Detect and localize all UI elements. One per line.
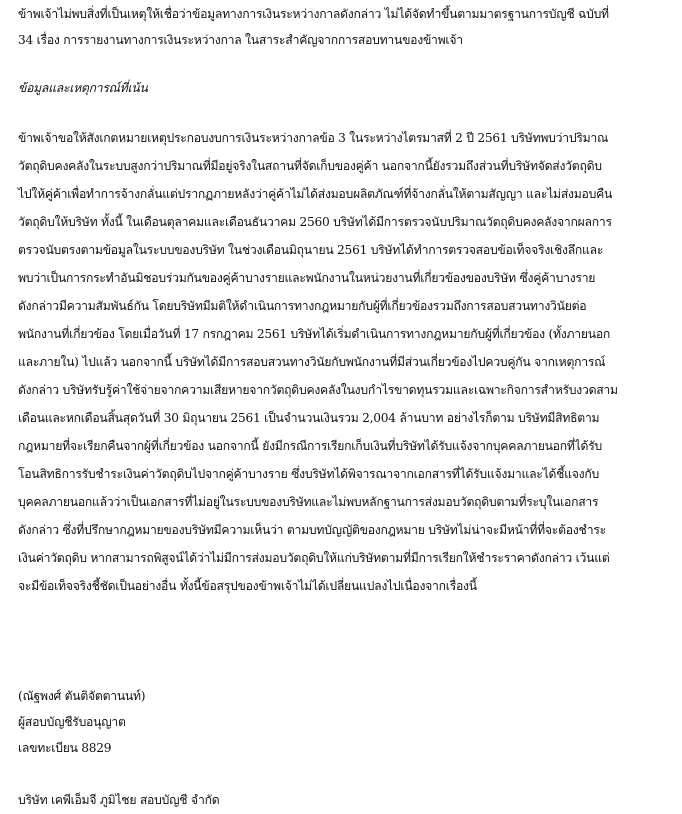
auditor-name: (ณัฐพงศ์ ตันติจัตตานนท์) — [18, 689, 146, 703]
registration-number: เลขทะเบียน 8829 — [18, 741, 112, 755]
paragraph-line: และภายใน) ไปแล้ว นอกจากนี้ บริษัทได้มีการสอบสวนทางวินัยกับพนักงานที่มีส่วนเกี่ยวข้องไปควบคู่กัน จากเหตุการณ์ — [18, 355, 606, 369]
paragraph-line: พบว่าเป็นการกระทำอันมิชอบร่วมกันของคู่ค้าบางรายและพนักงานในหน่วยงานที่เกี่ยวข้องของบริษัท ซึ่งคู่ค้าบางราย — [18, 271, 596, 285]
paragraph-line: กฎหมายที่จะเรียกคืนจากผู้ที่เกี่ยวข้อง นอกจากนี้ ยังมีกรณีการเรียกเก็บเงินที่บริษัทได้รับแจ้งจากบุคคลภายนอกที่ได้รับ — [18, 439, 602, 453]
paragraph-line: ดังกล่าว บริษัทรับรู้ค่าใช้จ่ายจากความเสียหายจากวัตถุดิบคงคลังในงบกำไรขาดทุนรวมและเฉพาะกิจการสำหรับงวดสาม — [18, 383, 618, 397]
firm-name: บริษัท เคพีเอ็มจี ภูมิไชย สอบบัญชี จำกัด — [18, 793, 220, 807]
auditor-title: ผู้สอบบัญชีรับอนุญาต — [18, 715, 126, 729]
paragraph-line: เดือนและหกเดือนสิ้นสุดวันที่ 30 มิถุนายน 2561 เป็นจำนวนเงินรวม 2,004 ล้านบาท อย่างไรก็ตาม บริษัทมีสิทธิตาม — [18, 411, 600, 425]
paragraph-line: วัตถุดิบคงคลังในระบบสูงกว่าปริมาณที่มีอยู่จริงในสถานที่จัดเก็บของคู่ค้า นอกจากนี้ยังรวมถึงส่วนที่บริษัทจัดส่งวัตถุดิบ — [18, 159, 602, 173]
paragraph-line: พนักงานที่เกี่ยวข้อง โดยเมื่อวันที่ 17 กรกฎาคม 2561 บริษัทได้เริ่มดำเนินการทางกฎหมายกับผู้ที่เกี่ยวข้อง (ทั้งภายนอก — [18, 327, 611, 341]
paragraph-line: ตรวจนับตรงตามข้อมูลในระบบของบริษัท ในช่วงเดือนมิถุนายน 2561 บริษัทได้ทำการตรวจสอบข้อเท็จจริงเชิงลึกและ — [18, 243, 604, 257]
paragraph-line: จะมีข้อเท็จจริงชี้ชัดเป็นอย่างอื่น ทั้งนี้ข้อสรุปของข้าพเจ้าไม่ได้เปลี่ยนแปลงไปเนื่องจากเรื่องนี้ — [18, 579, 477, 593]
paragraph-line: ข้าพเจ้าขอให้สังเกตหมายเหตุประกอบงบการเงินระหว่างกาลข้อ 3 ในระหว่างไตรมาสที่ 2 ปี 2561 บริษัทพบว่าปริมาณ — [18, 131, 609, 145]
paragraph-line: ไปให้คู่ค้าเพื่อทำการจ้างกลั่นแต่ปรากฏภายหลังว่าคู่ค้าไม่ได้ส่งมอบผลิตภัณฑ์ที่จ้างกลั่นให้ตามสัญญา และไม่ส่งมอบคืน — [18, 187, 613, 201]
intro-line-2: 34 เรื่อง การรายงานทางการเงินระหว่างกาล ในสาระสำคัญจากการสอบทานของข้าพเจ้า — [18, 33, 463, 47]
paragraph-line: ดังกล่าวมีความสัมพันธ์กัน โดยบริษัทมีมติให้ดำเนินการทางกฎหมายกับผู้ที่เกี่ยวข้องรวมถึงการสอบสวนทางวินัยต่อ — [18, 299, 587, 313]
emphasis-heading: ข้อมูลและเหตุการณ์ที่เน้น — [18, 81, 148, 95]
paragraph-line: โอนสิทธิการรับชำระเงินค่าวัตถุดิบไปจากคู่ค้าบางราย ซึ่งบริษัทได้พิจารณาจากเอกสารที่ได้รับแจ้งมาและได้ชี้แจงกับ — [18, 467, 599, 481]
intro-line-1: ข้าพเจ้าไม่พบสิ่งที่เป็นเหตุให้เชื่อว่าข้อมูลทางการเงินระหว่างกาลดังกล่าว ไม่ได้จัดทำขึ้นตามมาตรฐานการบัญชี ฉบับที่ — [18, 7, 609, 21]
paragraph-line: วัตถุดิบให้บริษัท ทั้งนี้ ในเดือนตุลาคมและเดือนธันวาคม 2560 บริษัทได้มีการตรวจนับปริมาณวัตถุดิบคงคลังจากผลการ — [18, 215, 612, 229]
paragraph-line: เงินค่าวัตถุดิบ หากสามารถพิสูจน์ได้ว่าไม่มีการส่งมอบวัตถุดิบให้แก่บริษัทตามที่มีการเรียกให้ชำระราคาดังกล่าว เว้นแต่ — [18, 551, 610, 565]
paragraph-line: บุคคลภายนอกแล้วว่าเป็นเอกสารที่ไม่อยู่ในระบบของบริษัทและไม่พบหลักฐานการส่งมอบวัตถุดิบตามที่ระบุในเอกสาร — [18, 495, 599, 509]
paragraph-line: ดังกล่าว ซึ่งที่ปรึกษากฎหมายของบริษัทมีความเห็นว่า ตามบทบัญญัติของกฎหมาย บริษัทไม่น่าจะมีหน้าที่ที่จะต้องชำระ — [18, 523, 606, 537]
